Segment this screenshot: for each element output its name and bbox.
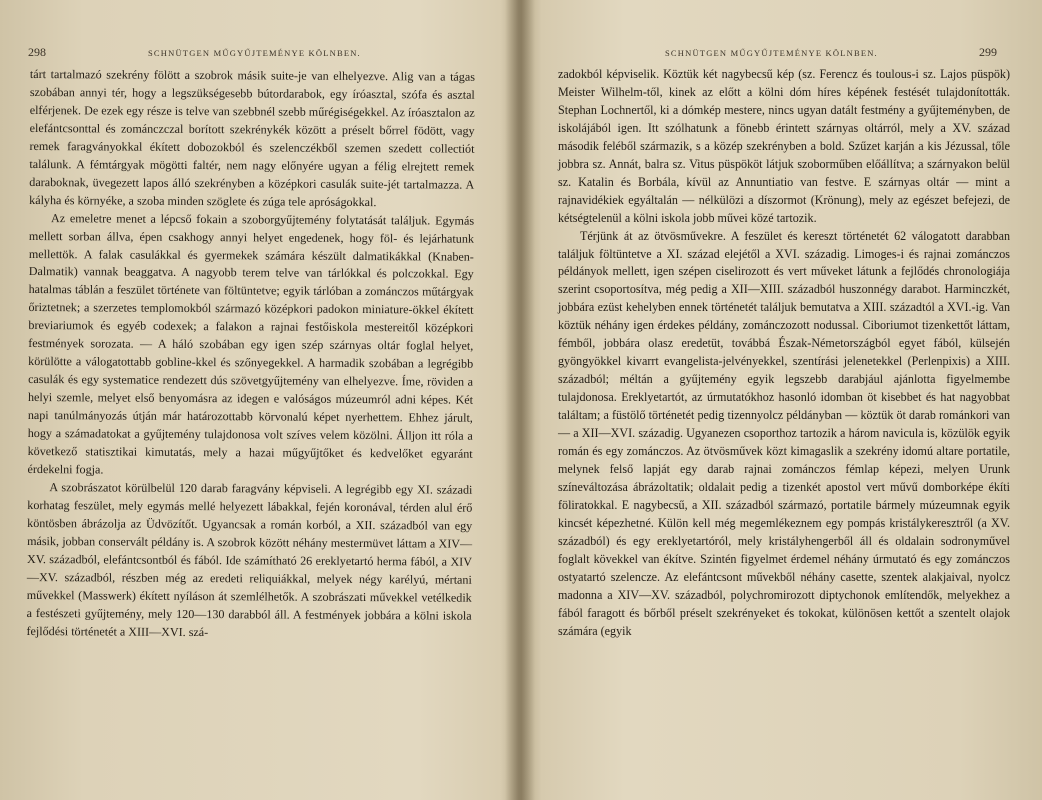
- right-running-head: SCHNÜTGEN MŰGYŰJTEMÉNYE KÖLNBEN.: [665, 48, 878, 58]
- left-running-head: SCHNÜTGEN MŰGYŰJTEMÉNYE KÖLNBEN.: [148, 48, 361, 58]
- left-page: [0, 0, 515, 800]
- right-page: [527, 0, 1042, 800]
- left-page-number: 298: [28, 45, 46, 59]
- left-paragraph-3: A szobrászatot körülbelül 120 darab faragvány képviseli. A legrégibb egy XI. századi korhatag feszület, mely egymás mellé helyezett lábakkal, fején koronával, térden alul érő köntösben ábrázolja az Üdvözítőt. Ugyancsak a román korból, a XII. századból van egy másik, jobban conservált példány is. A szobrok között néhány mestermüvet láttam a XIV—XV. századból, elefántcsontból és fából. Ide számítható 26 ereklyetartó herma fából, a XIV—XV. századból, részben még az eredeti reliquiákkal, melyek négy karélyú, mértani művekkel (Masswerk) ékített nyíláson át szemlélhetők. A szobrászati művekkel vetélkedik a festészeti gyűjtemény, mely 120—130 darabból áll. A festmények jobbára a kölni iskola fejlődési történetét a XIII—XVI. szá-: [26, 480, 473, 639]
- right-body-text: [558, 66, 1010, 641]
- right-paragraph-2: Térjünk át az ötvösművekre. A feszület és kereszt történetét 62 válogatott darabban találjuk föltüntetve a XI. század elejétől a XVI. századig. Limoges-i és rajnai zománczos példányok mellett, igen szépen ciselirozott és vert műveket látunk a fejlődés chronologiája szerint csoportosítva, még pedig a XII—XIII. századból huszonnégy darabot. Harminczkét, jobbára ezüst kehelyben ennek történetét találjuk bemutatva a XIII. századtól a XVI.-ig. Van köztük néhány igen érdekes példány, zománczozott nodussal. Ciboriumot tizenkettőt láttam, fémből, jobbára olasz eredetüt, továbbá Észak-Németországból egyet fából, külsején gyöngyökkel kivarrt evangelista-jelvényekkel, szentírási jelenetekkel (Perlenpixis) a XIII. századból; méltán a gyűjtemény egyik legszebb darabjául ajánlotta figyelmembe tulajdonosa. Ereklyetartót, az úrmutatókhoz hasonló idomban öt kisebbet és hat nagyobbat találtam; a füstölő történetét pedig tizennyolcz példányban — köztük öt darab románkori van — a XII—XVI. századig. Ugyanezen csoporthoz tartozik a három navicula is, közülök egyik román és egy zománczos. Az ötvösművek közt kimagaslik a szekrény idomú altare portatile, melynek felső lapját egy darab rajnai zománczos fémlap képezi, melyen Urunk színeváltozása ábrázoltatik; oldalait pedig a tizenkét apostol vert művű domborképe ékíti föliratokkal. E nagybecsű, a XII. századból származó, portatile bármely múzeumnak egyik kincsét képezhetné. Külön kell még megemlékeznem egy pompás kristálykeresztről (a XV. századból) és egy ereklyetartóról, mely kristályhengerből áll és oldalain sodronyművel foglalt kövekkel van ékítve. Szintén figyelmet érdemel néhány úrmutató és egy zománczos ostyatartó szelencze. Az elefántcsont művekből néhány casette, szentek alakjaival, nyolcz madonna a XIV—XV. századból, polychromirozott diptychonok említendők, melyekhez a fából faragott és bőrből préselt szekrényeket és tokokat, különösen kettőt a szentelt olajok számára (egyik: [558, 228, 1010, 638]
- left-body-text: [26, 66, 475, 643]
- right-paragraph-1: zadokból képviselik. Köztük két nagybecsű kép (sz. Ferencz és toulous-i sz. Lajos püspök) Meister Wilhelm-től, kinek az előtt a kölni dóm híres képének festését tulajdonították. Stephan Lochnertől, ki a dómkép mestere, nincs ugyan datált festmény a gyűjteményben, de iskolájából igen. Itt szólhatunk a fönebb érintett szárnyas oltárról, mely a XV. század második feléből származik, s a közép szekrényben a bold. Szűzet karján a kis Jézussal, tőle jobbra sz. Annát, balra sz. Vitus püspököt látjuk szoborműben előállítva; a szárnyakon belül sz. Katalin és Borbála, kívül az Annuntiatio van festve. E szárnyas oltár — mint a rajnavidékiek egyáltalán — nélkülözi a díszormot (Krönung), mely az egészet befejezi, de kétségtelenül a kölni iskola jobb művei közé tartozik.: [558, 67, 1010, 225]
- left-paragraph-1: tárt tartalmazó szekrény fölött a szobrok másik suite-je van elhelyezve. Alig van a tágas szobában annyi tér, hogy a legszükségesebb bútordarabok, egy íróasztal, szófa és asztal elférjenek. De ezek egy része is telve van szebbnél szebb műrégiségekkel. Az íróasztalon az elefántcsonttal és zománczczal borított szekrénykék között a préselt bőrrel födött, vagy remek faragványokkal ékített dobozokból és szelenczékből szemen szedett collectiót találunk. A fémtárgyak mögötti faltér, nem nagy előnyére ugyan a félig elrejtett remek daraboknak, üvegezett lapos álló szekrényben a középkori casulák suite-jét tartalmazza. A kályha és környéke, a szoba minden szöglete és zúga tele apróságokkal.: [29, 66, 475, 209]
- right-page-number: 299: [979, 45, 997, 59]
- left-paragraph-2: Az emeletre menet a lépcső fokain a szoborgyűjtemény folytatását találjuk. Egymás mellett sorban állva, épen csakhogy annyi helyet engedenek, hogy föl- és lejárhatunk mellettök. A falak casulákkal és gyermekek számára készült dalmatikákkal (Knaben-Dalmatik) vannak beaggatva. A nagyobb terem telve van tárlókkal és polczokkal. Egy hatalmas táblán a feszület története van föltüntetve; egyik tárlóban a zománczos műtárgyak őriztetnek; a szerzetes templomokból származó középkori padokon miniature-ökkel ékített breviariumok és egyéb codexek; a falakon a rajnai festőiskola mestereitől középkori festmények sorozata. — A háló szobában egy igen szép szárnyas oltár foglal helyet, körülötte a válogatottabb gobline-kkel és szőnyegekkel. A harmadik szobában a legrégibb casulák és egy systematice rendezett dús szövetgyűjtemény van elhelyezve. Íme, röviden a helyi szemle, melyet első benyomásra az idegen e valóságos múzeumról adni képes. Két napi tanúlmányozás útján már határozottabb körvonalú képet nyerhettem. Ehhez járult, hogy a számadatokat a gyűjtemény tulajdonosa volt szíves velem közölni. Álljon itt róla a következő statisztikai kimutatás, mely a hazai műgyűjtőket és kedvelőket egyaránt érdekelni fogja.: [27, 210, 475, 477]
